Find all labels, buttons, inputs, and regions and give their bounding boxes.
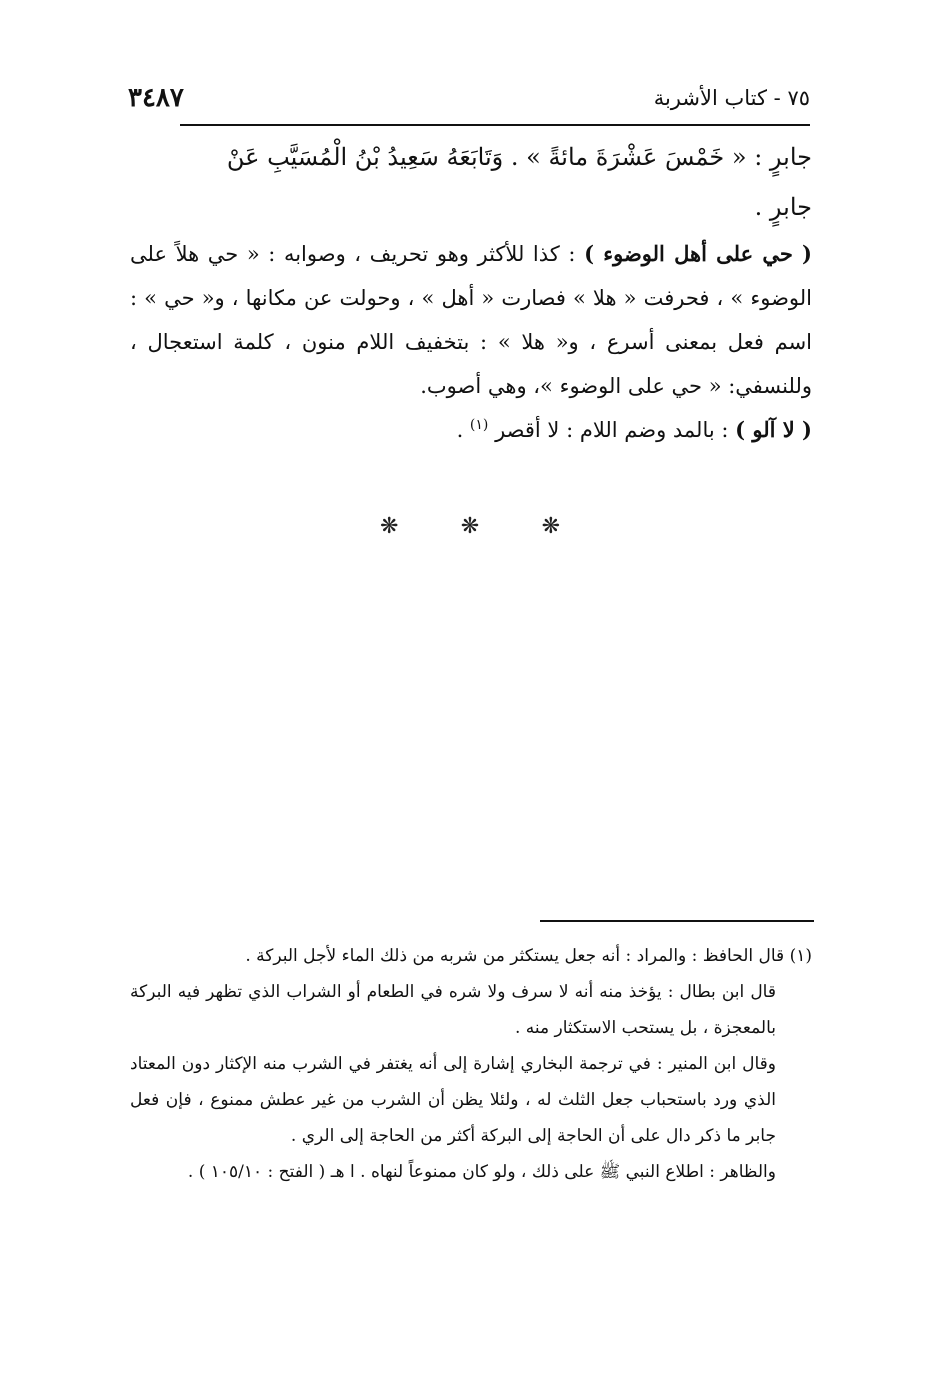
main-text — [130, 132, 812, 452]
footnote-1-line-1: (١) قال الحافظ : والمراد : أنه جعل يستكثر من شربه من ذلك الماء لأجل البركة . — [245, 946, 812, 966]
footnotes — [130, 938, 812, 1190]
separator-star-icon: ❋ — [460, 514, 480, 539]
commentary-text-2: : بالمد وضم اللام : لا أقصر — [488, 418, 736, 442]
commentary-paragraph-2 — [130, 408, 812, 452]
hadith-continuation — [130, 132, 812, 232]
header-rule — [180, 124, 810, 126]
separator-star-icon: ❋ — [541, 514, 560, 539]
commentary-paragraph-1 — [130, 232, 812, 408]
chapter-title: ٧٥ - كتاب الأشربة — [653, 86, 810, 110]
lemma-hayya-ala-ahl-alwudu: ( حي على أهل الوضوء ) — [584, 241, 812, 266]
footnote-1-ibn-almunayyir: وقال ابن المنير : في ترجمة البخاري إشارة إلى أنه يغتفر في الشرب منه الإكثار دون المعتاد الذي ورد باستحباب جعل الثلث له ، ولئلا يظن أن الشرب من غير عطش ممنوع ، فإن فعل جابر ما ذكر دال على أن الحاجة إلى البركة أكثر من الحاجة إلى الري . — [130, 1054, 776, 1146]
commentary-text-1: : كذا للأكثر وهو تحريف ، وصوابه : « حي هلاً على الوضوء » ، فحرفت « هلا » فصارت « أهل » ، وحولت عن مكانها ، و« حي » : اسم فعل بمعنى أسرع ، و« هلا » : بتخفيف اللام منون ، كلمة استعجال ، وللنسفي: « حي على الوضوء »، وهي أصوب. — [130, 242, 812, 398]
section-separator — [380, 514, 560, 539]
hadith-line-1: جابرٍ : « خَمْسَ عَشْرَةَ مائةً » . وَتَابَعَهُ سَعِيدُ بْنُ الْمُسَيَّبِ عَنْ — [226, 143, 812, 171]
running-header — [128, 78, 810, 118]
footnote-1-ibn-battal: قال ابن بطال : يؤخذ منه أنه لا سرف ولا شره في الطعام أو الشراب الذي تظهر فيه البركة بالمعجزة ، بل يستحب الاستكثار منه . — [130, 982, 776, 1038]
page-number: ٣٤٨٧ — [128, 83, 184, 113]
commentary-text-2-end: . — [456, 418, 470, 442]
footnote-reference[interactable]: (١) — [469, 417, 489, 433]
footnote-rule — [540, 920, 814, 922]
lemma-la-alu: ( لا آلو ) — [735, 417, 812, 442]
hadith-line-2: جابرٍ . — [754, 193, 812, 221]
separator-star-icon: ❋ — [380, 514, 399, 539]
footnote-1-conclusion: والظاهر : اطلاع النبي ﷺ على ذلك ، ولو كان ممنوعاً لنهاه . ا هـ ( الفتح : ١٠٥/١٠ ) . — [187, 1162, 776, 1182]
